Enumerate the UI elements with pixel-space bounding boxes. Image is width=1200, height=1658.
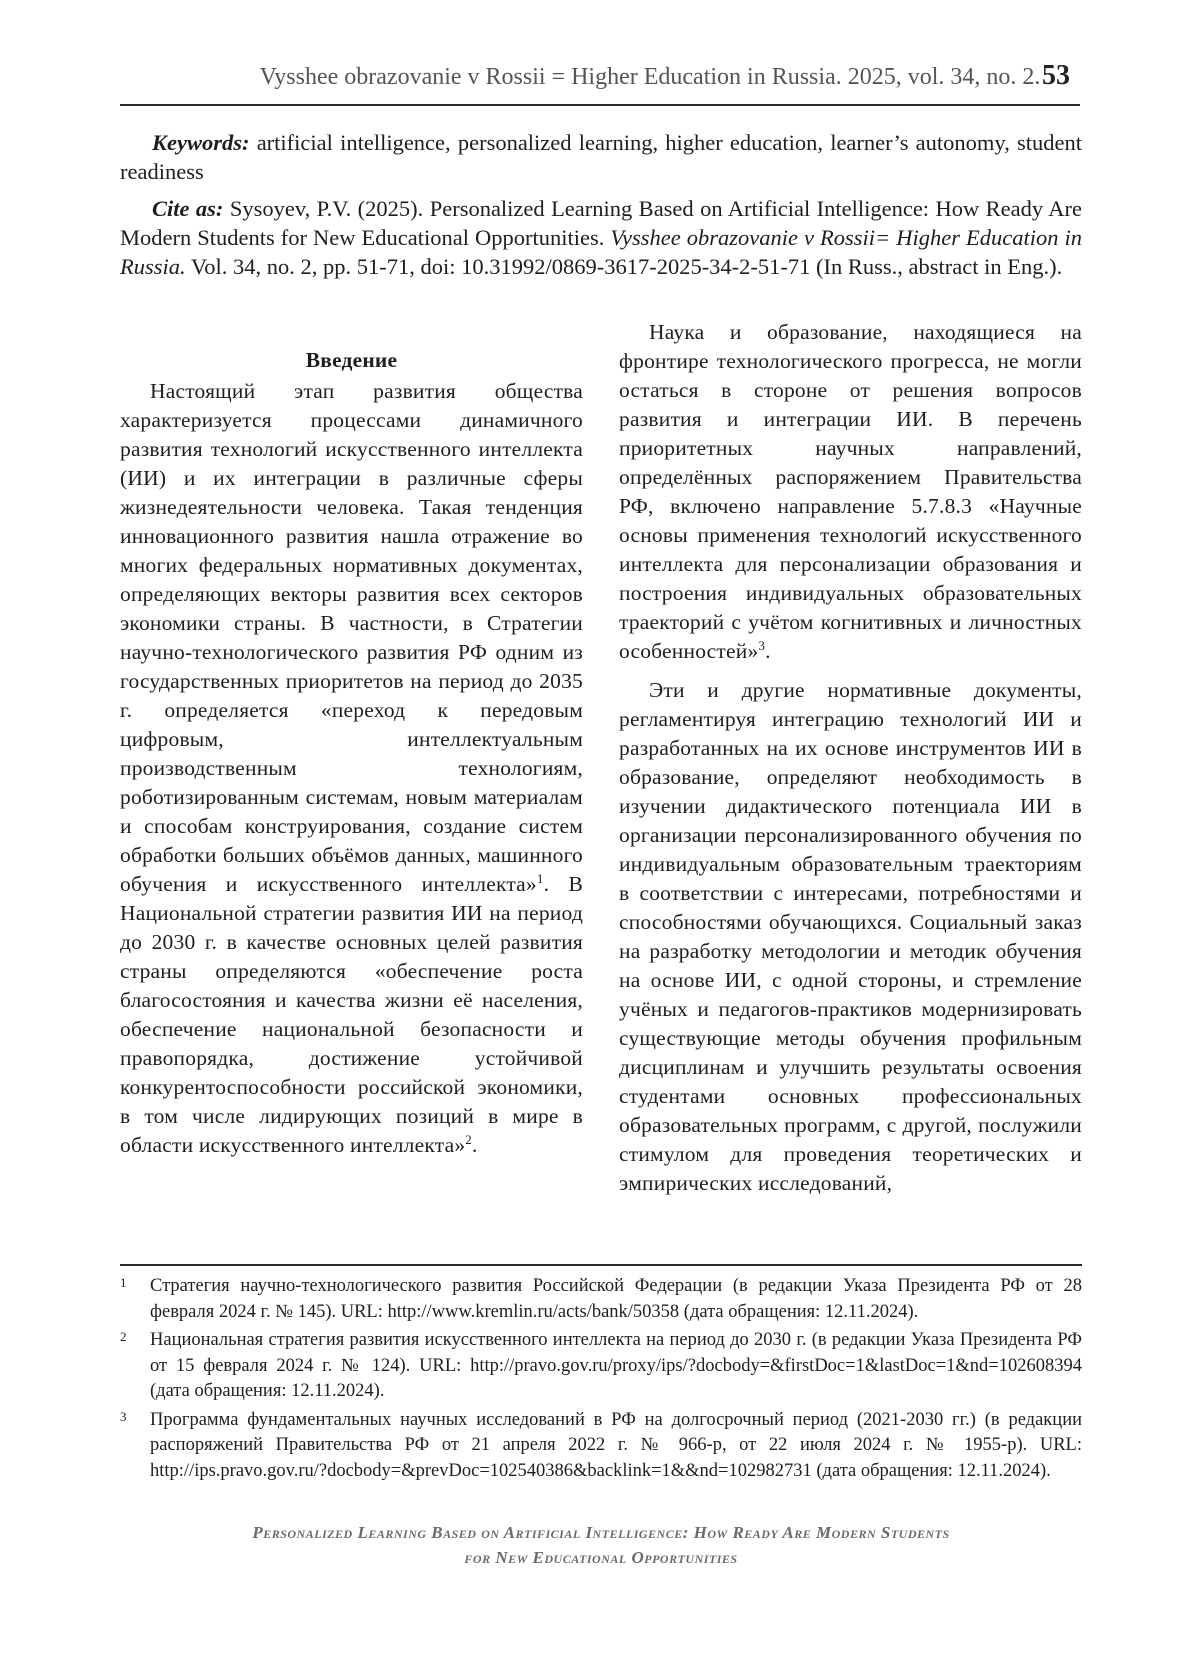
footnote-text: Национальная стратегия развития искусственного интеллекта на период до 2030 г. (в редакции Указа Президента РФ от 15 февраля 2024 г. № 124). URL: http://pravo.gov.ru/proxy/ips/?docbody=&firstDoc=1&lastDoc=1&nd=102608394 (дата обращения: 12.11.2024). [150,1330,1082,1401]
cite-journal: Vysshee obrazovanie v Rossii= Higher Education in Russia. [120,225,1082,279]
footnotes [120,1264,1082,1487]
footer-line-2: for New Educational Opportunities [464,1548,738,1567]
footnote-text: Стратегия научно-технологического развития Российской Федерации (в редакции Указа Президента РФ от 28 февраля 2024 г. № 145). URL: http://www.kremlin.ru/acts/bank/50358 (дата обращения: 12.11.2024). [150,1276,1082,1322]
citation [120,194,1082,281]
right-column [619,318,1082,1198]
footnote-ref-1[interactable]: 1 [536,870,544,886]
keywords [120,128,1082,186]
footnote-number: 2 [120,1329,127,1344]
cite-text-before: Sysoyev, P.V. (2025). Personalized Learning Based on Artificial Intelligence: How Ready Are Modern Students for New Educational Opportunities. [120,196,1082,250]
intro-text-end: . [471,1133,478,1157]
footnote-number: 1 [120,1275,127,1290]
footnote-3 [120,1408,1082,1485]
right-paragraph-1 [619,318,1082,666]
footer-line-1: Personalized Learning Based on Artificial Intelligence: How Ready Are Modern Students [252,1523,950,1542]
keywords-text: artificial intelligence, personalized learning, higher education, learner’s autonomy, student readiness [120,130,1082,184]
running-footer [120,1520,1082,1570]
footnote-ref-2[interactable]: 2 [465,1131,472,1147]
cite-label: Cite as: [152,196,224,221]
page-number: 53 [1042,60,1070,91]
footnote-text: Программа фундаментальных научных исследований в РФ на долгосрочный период (2021-2030 гг.) (в редакции распоряжений Правительства РФ от 21 апреля 2022 г. № 966-р, от 22 июля 2024 г. № 1955-р). URL: http://ips.pravo.gov.ru/?docbody=&prevDoc=102540386&backlink=1&&nd=102982731 (дата обращения: 12.11.2024). [150,1409,1082,1481]
right-text-1: Наука и образование, находящиеся на фронтире технологического прогресса, не могли остаться в стороне от решения вопросов развития и интеграции ИИ. В перечень приоритетных научных направлений, определённых распоряжением Правительства РФ, включено направление 5.7.8.3 «Научные основы применения технологий искусственного интеллекта для персонализации образования и построения индивидуальных образовательных траекторий с учётом когнитивных и личностных особенностей» [619,320,1082,663]
right-paragraph-2: Эти и другие нормативные документы, регламентируя интеграцию технологий ИИ и разработанных на их основе инструментов ИИ в образование, определяют необходимость в изучении дидактического потенциала ИИ в организации персонализированного обучения по индивидуальным образовательным траекториям в соответствии с интересами, потребностями и способностями обучающихся. Социальный заказ на разработку методологии и методик обучения на основе ИИ, с одной стороны, и стремление учёных и педагогов-практиков модернизировать существующие методы обучения профильным дисциплинам и улучшить результаты освоения студентами основных профессиональных образовательных программ, с другой, послужили стимулом для проведения теоретических и эмпирических исследований, [619,678,1082,1195]
left-column [120,318,583,1160]
running-header [120,58,1080,106]
section-heading: Введение [305,348,398,372]
footnote-ref-3[interactable]: 3 [758,637,766,653]
intro-text-part1: Настоящий этап развития общества характеризуется процессами динамичного развития технологий искусственного интеллекта (ИИ) и их интеграции в различные сферы жизнедеятельности человека. Такая тенденция инновационного развития нашла отражение во многих федеральных нормативных документах, определяющих векторы развития всех секторов экономики страны. В частности, в Стратегии научно-технологического развития РФ одним из государственных приоритетов на период до 2035 г. определяется «переход к передовым цифровым, интеллектуальным производственным технологиям, роботизированным системам, новым материалам и способам конструирования, создание систем обработки больших объёмов данных, машинного обучения и искусственного интеллекта» [120,379,583,896]
footnote-number: 3 [120,1408,127,1424]
footnote-2 [120,1328,1082,1405]
cite-text-after: Vol. 34, no. 2, pp. 51-71, doi: 10.31992/0869-3617-2025-34-2-51-71 (In Russ., abstract in Eng.). [190,254,1063,279]
intro-text-part2: . В Национальной стратегии развития ИИ на период до 2030 г. в качестве основных целей развития страны определяются «обеспечение роста благосостояния и качества жизни её населения, обеспечение национальной безопасности и правопорядка, достижение устойчивой конкурентоспособности российской экономики, в том числе лидирующих позиций в мире в области искусственного интеллекта» [120,872,583,1157]
keywords-label: Keywords: [152,130,250,155]
journal-title: Vysshee obrazovanie v Rossii = Higher Education in Russia. 2025, vol. 34, no. 2. [259,64,1041,90]
article-metadata [120,128,1082,289]
footnote-1 [120,1274,1082,1325]
intro-paragraph [120,377,583,1160]
right-text-1-end: . [765,639,771,663]
